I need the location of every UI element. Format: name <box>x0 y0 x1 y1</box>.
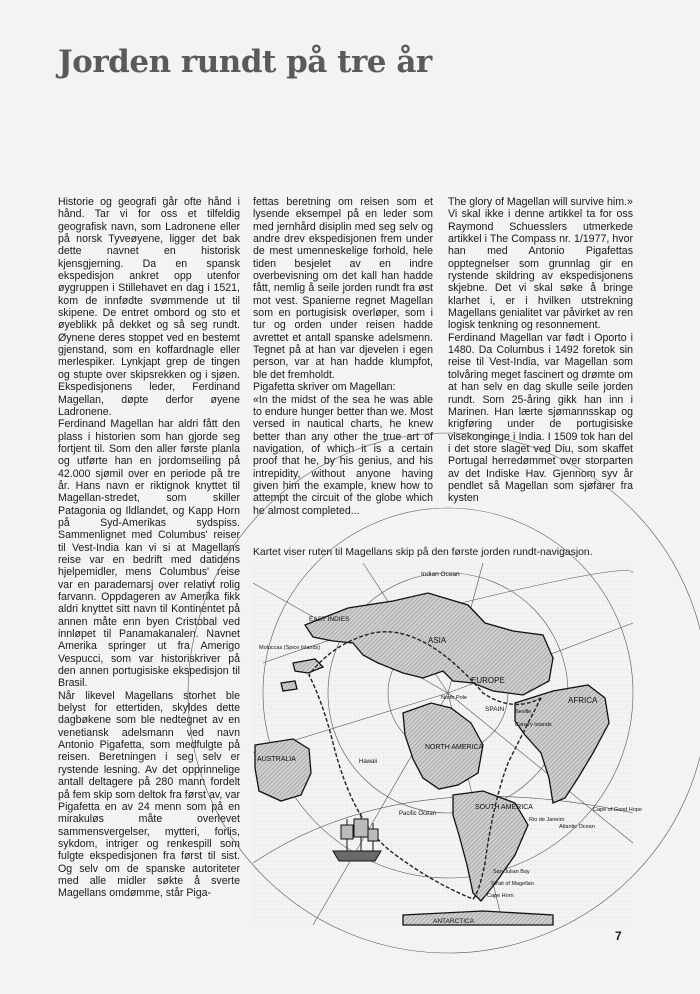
route-map <box>253 563 642 925</box>
article-column-3 <box>448 196 633 505</box>
label-africa: AFRICA <box>568 696 598 705</box>
paragraph: Historie og geografi går ofte hånd i hånd. Tar vi for oss et tilfeldig geografisk navn, som Ladronene eller på norsk Tyveøyene, ligger det bak dette navnet en historisk kjensgjerning. Da en spansk ekspedisjon ankret opp utenfor øygruppen i Stillehavet en dag i 1521, kom de innfødte svømmende ut til skipene. De entret ombord og sto et øyeblikk på dekket og så seg rundt. Øynene deres stoppet ved en bestemt gjenstand, som en koffardnagle eller merlespiker. Lynkjapt grep de tingen og stupte over skipsrekken og i sjøen. Ekspedisjonens leder, Ferdinand Magellan, døpte derfor øyene Ladronene. <box>58 196 240 418</box>
label-rio: Rio de Janeiro <box>529 817 565 823</box>
globe-map-illustration <box>253 563 642 925</box>
label-north-america: NORTH AMERICA <box>425 744 484 751</box>
paragraph: Ferdinand Magellan har aldri fått den plass i historien som han gjorde seg fortjent til. Som den aller første planla og utførte han en jordomseiling på 42.000 sjømil over en periode på tre år. Hans navn er riktignok knyttet til Magellan-stredet, som skiller Patagonia og Ildlandet, og Kapp Horn på Syd-Amerikas sydspiss. Sammenlignet med Columbus' reiser til Vest-India kan vi si at Magellans reise var en bedrift med datidens hjelpemidler, mens Columbus' reise var en parademarsj over relativt rolig farvann. Oppdageren av Amerika fikk aldri knyttet sitt navn til Kontinentet på annen måte enn byen Cristobal ved innløpet til Panamakanalen. Navnet Amerika springer ut fra Amerigo Vespucci, som var historiskriver på den annen portugisiske ekspedisjon til Brasil. <box>58 418 240 690</box>
label-australia: AUSTRALIA <box>257 756 296 763</box>
label-asia: ASIA <box>428 636 447 645</box>
label-strait: Strait of Magellan <box>491 881 534 887</box>
label-east-indies: EAST INDIES <box>309 616 350 623</box>
label-moluccas: Moluccas (Spice Islands) <box>259 645 321 651</box>
label-indian-ocean: Indian Ocean <box>421 571 460 578</box>
label-north-pole: North Pole <box>441 695 467 701</box>
australia-landmass <box>255 739 311 801</box>
label-atlantic-ocean: Atlantic Ocean <box>559 824 595 830</box>
label-spain: SPAIN <box>485 706 505 713</box>
label-antarctica: ANTARCTICA <box>433 918 475 925</box>
paragraph: Når likevel Magellans storhet ble belyst for ettertiden, skyldes dette dagbøkene som ble nedtegnet av en venetiansk adelsmann ved navn Antonio Pigafetta, som medfulgte på reisen. Beretningen i seg selv er rystende lesning. Av det opprinnelige antall deltagere på 280 mann fordelt på fem skip som deltok fra først av, var Pigafetta en av 24 menn som på en mirakuløs måte overlevet sammensvergelser, mytteri, forlis, sykdom, intriger og renkespill som fulgte ekspedisjonen fra først til sist. Og selv om de spanske autoriteter med alle midler søkte å sverte Magellans omdømme, står Piga- <box>58 689 240 900</box>
label-hawaii: Hawaii <box>359 759 378 765</box>
page-number: 7 <box>615 929 622 943</box>
article-column-2 <box>253 196 433 517</box>
label-pacific-ocean: Pacific Ocean <box>399 811 437 817</box>
page-title: Jorden rundt på tre år <box>58 44 432 80</box>
label-cape-of-good-hope: Cape of Good Hope <box>593 807 642 813</box>
label-europe: EUROPE <box>471 676 505 685</box>
paragraph: Vi skal ikke i denne artikkel ta for oss Raymond Schuesslers utmerkede artikkel i The Compass nr. 1/1977, hvor han med Antonio Pigafettas opptegnelser som grunnlag gir en rystende skildring av ekspedisjonens skjebne. Det vi skal søke å bringe klarhet i, er i hvilken utstrekning Magellans genialitet var påvirket av ren logisk tenkning og resonnement. <box>448 208 633 332</box>
label-san-julian: San Julian Bay <box>493 869 530 875</box>
paragraph: Pigafetta skriver om Magellan: <box>253 381 396 394</box>
quote-paragraph: «In the midst of the sea he was able to endure hunger better than we. Most versed in nautical charts, he knew better than any other the true art of navigation, of which it is a certain proof that he, by his genius, and his intrepidity, without anyone having given him the example, knew how to attempt the circuit of the globe which he almost completed... <box>253 393 433 517</box>
paragraph: fettas beretning om reisen som et lysende eksempel på en leder som med jernhård disiplin med seg selv og andre drev ekspedisjonen frem under de mest umenneskelige forhold, hele tiden besjelet av en indre overbevisning om det kall han hadde fått, nemlig å seile jorden rundt fra øst mot vest. Spanierne regnet Magellan som en portugisisk overløper, som i tur og orden under reisen hadde avrettet et antall spanske adelsmenn. Tegnet på at han var djevelen i egen person, var at han hadde klumpfot, ble det fremholdt. <box>253 196 433 381</box>
label-south-america: SOUTH AMERICA <box>475 804 533 811</box>
quote-paragraph: The glory of Magellan will survive him.» <box>448 196 633 208</box>
label-seville: Seville <box>515 709 532 715</box>
label-canary-islands: Canary Islands <box>515 722 552 728</box>
paragraph: Ferdinand Magellan var født i Oporto i 1480. Da Columbus i 1492 foretok sin reise til Vest-India, var Magellan som tolvåring meget fascinert og drømte om at han selv en dag skulle seile jorden rundt. Som 25-åring gikk han inn i Marinen. Han lærte sjømannsskap og krigføring under de portugisiske visekonginge i India. I 1509 tok han del i det store slaget ved Diu, som skaffet Portugal herredømmet over storparten av det Indiske Hav. Gjennom syv år pendlet så Magellan som sjøfarer fra kysten <box>448 331 633 505</box>
label-cape-horn: Cape Horn <box>487 893 514 899</box>
map-caption: Kartet viser ruten til Magellans skip på den første jorden rundt-navigasjon. <box>253 547 593 558</box>
article-column-1 <box>58 196 240 900</box>
